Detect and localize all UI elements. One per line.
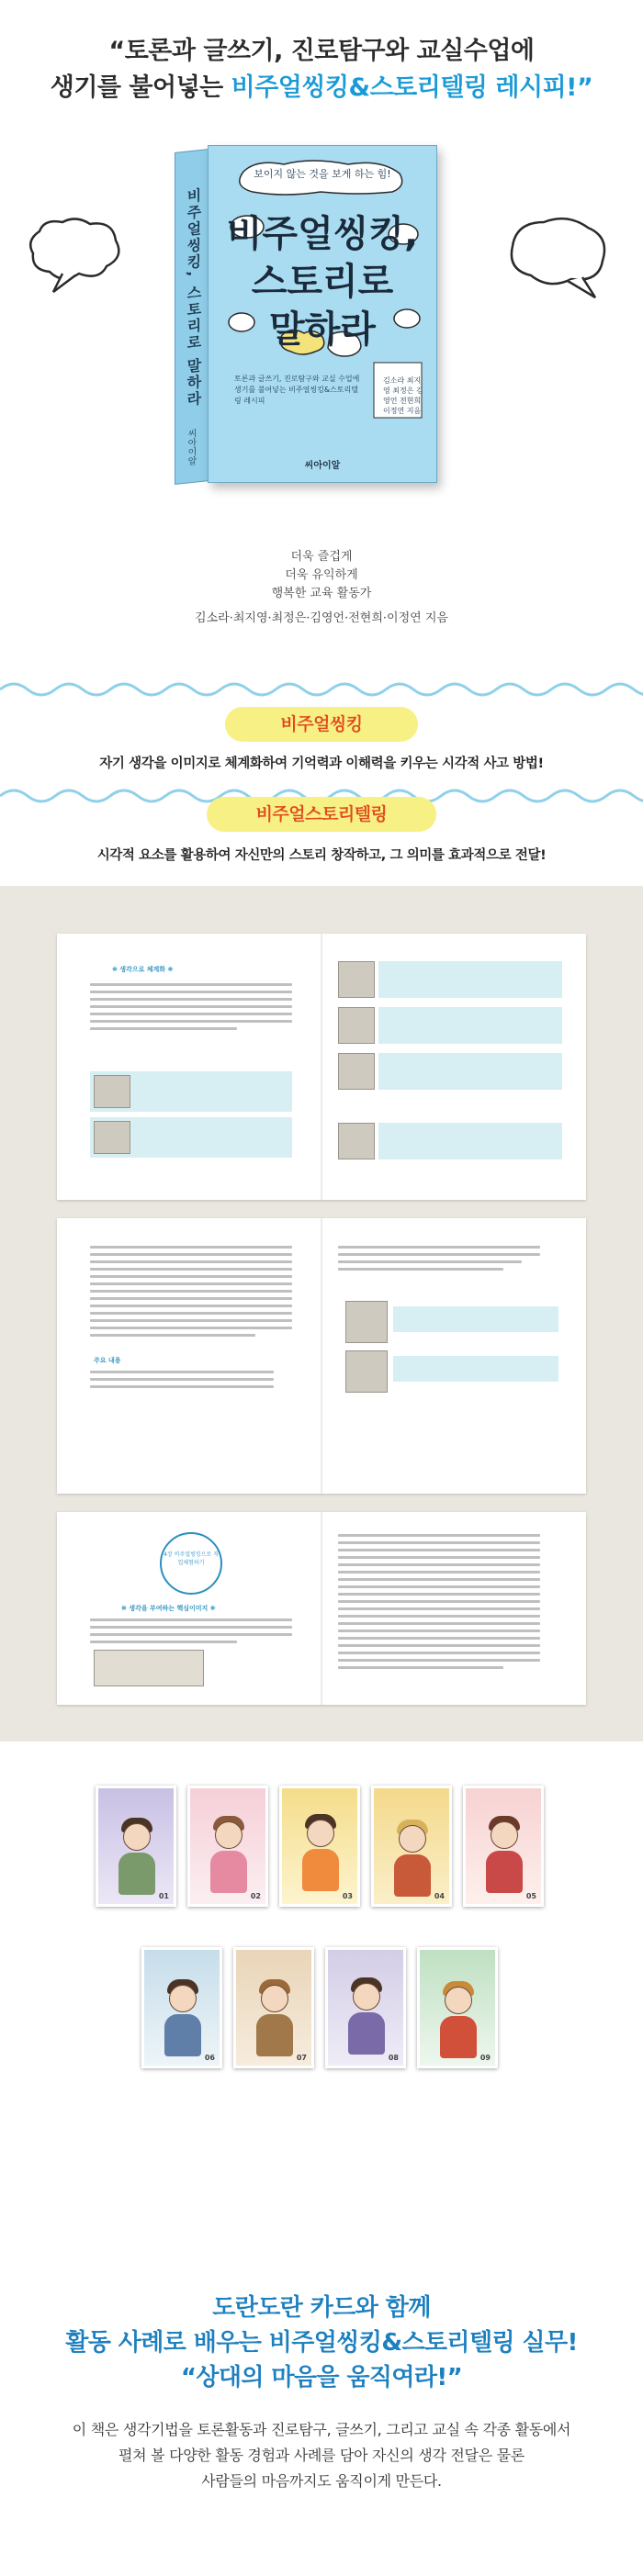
spread2-heading: 주요 내용 <box>94 1357 121 1364</box>
story-card-2 <box>187 1786 268 1907</box>
story-card-5 <box>463 1786 544 1907</box>
final-title-line-2: 활동 사례로 배우는 비주얼씽킹&스토리텔링 실무! <box>65 2329 578 2357</box>
feature-desc-visual-storytelling: 시각적 요소를 활용하여 자신만의 스토리 창작하고, 그 의미를 효과적으로 전달! <box>96 848 547 863</box>
card-number-7: 07 <box>296 2054 307 2062</box>
authors-line: 김소라·최지영·최정은·김영언·전현희·이정연 지음 <box>195 611 448 625</box>
card-number-8: 08 <box>388 2054 399 2062</box>
card-number-1: 01 <box>158 1892 169 1900</box>
speech-bubble-right-icon <box>503 209 614 301</box>
story-card-8 <box>325 1947 406 2068</box>
tagline-line-2: 더욱 유익하게 <box>285 568 358 582</box>
spread2-illustration-1 <box>345 1301 388 1343</box>
final-title <box>0 2290 643 2395</box>
sample-spread-3 <box>57 1512 586 1705</box>
cover-publisher: 씨아이알 <box>304 461 341 471</box>
headline-accent: 비주얼씽킹&스토리텔링 레시피!” <box>231 73 593 102</box>
tagline-line-1: 더욱 즐겁게 <box>290 550 353 564</box>
card-number-2: 02 <box>250 1892 261 1900</box>
main-headline <box>0 33 643 106</box>
tagline <box>0 548 643 603</box>
final-body-line-3: 사람들의 마음까지도 움직이게 만든다. <box>201 2472 442 2490</box>
final-body-line-2: 펼쳐 볼 다양한 활동 경험과 사례를 담아 자신의 생각 전달은 물론 <box>118 2447 525 2464</box>
spread1-illustration-3 <box>338 961 375 998</box>
book-spine <box>175 149 209 485</box>
book-image <box>175 145 478 485</box>
card-number-6: 06 <box>204 2054 215 2062</box>
card-number-4: 04 <box>434 1892 445 1900</box>
final-title-line-1: 도란도란 카드와 함께 <box>212 2294 431 2322</box>
feature-desc-visual-thinking: 자기 생각을 이미지로 체계화하여 기억력과 이해력을 키우는 시각적 사고 방법! <box>99 756 544 771</box>
spread3-chapter-badge: 4장 비주얼씽킹으로 직업체험하기 <box>160 1532 222 1595</box>
hero-section <box>0 0 643 886</box>
headline-line-2 <box>0 70 643 106</box>
card-number-9: 09 <box>479 2054 491 2062</box>
feature-label-visual-storytelling: 비주얼스토리텔링 <box>207 797 436 832</box>
spine-publisher: 씨아이알 <box>186 428 196 466</box>
spread1-illustration-4 <box>338 1007 375 1044</box>
card-number-3: 03 <box>342 1892 353 1900</box>
sample-spread-1 <box>57 934 586 1200</box>
story-card-6 <box>141 1947 222 2068</box>
final-body <box>0 2417 643 2494</box>
sample-pages-section <box>0 886 643 1742</box>
tagline-line-3: 행복한 교육 활동가 <box>271 587 372 600</box>
cover-kicker: 보이지 않는 것을 보게 하는 힘! <box>254 168 391 180</box>
headline-plain: 생기를 불어넣는 <box>50 73 231 102</box>
cover-title <box>209 210 436 353</box>
story-card-3 <box>279 1786 360 1907</box>
spread3-illustration <box>94 1650 204 1686</box>
wave-divider-1 <box>0 676 643 703</box>
spread1-illustration-6 <box>338 1123 375 1159</box>
final-title-line-3: “상대의 마음을 움직여라!” <box>180 2364 463 2391</box>
cover-authors: 김소라 최지영 최정은 김영언 전현희 이정연 지음 <box>383 376 423 415</box>
card-number-5: 05 <box>525 1892 536 1900</box>
story-card-7 <box>233 1947 314 2068</box>
spine-title: 비주얼씽킹, 스토리로 말하라 <box>185 186 202 409</box>
cover-title-line-3: 말하라 <box>269 308 376 351</box>
spread2-illustration-2 <box>345 1350 388 1393</box>
feature-label-visual-thinking: 비주얼씽킹 <box>225 707 418 742</box>
spread1-illustration-5 <box>338 1053 375 1090</box>
final-body-line-1: 이 책은 생각기법을 토론활동과 진로탐구, 글쓰기, 그리고 교실 속 각종 활동에서 <box>72 2421 571 2438</box>
spread1-heading: ❋ 생각으로 체계화 ❋ <box>112 966 174 973</box>
story-card-4 <box>371 1786 452 1907</box>
spread1-illustration-1 <box>94 1075 130 1108</box>
sample-spread-2 <box>57 1218 586 1494</box>
spread3-heading: ❋ 생각을 부여하는 핵심이미지 ❋ <box>121 1605 216 1612</box>
cover-description: 토론과 글쓰기, 진로탐구와 교실 수업에 생기를 불어넣는 비주얼씽킹&스토리텔링 레시피 <box>234 375 360 405</box>
book-cover <box>208 145 437 483</box>
spread1-illustration-2 <box>94 1121 130 1154</box>
headline-line-1: “토론과 글쓰기, 진로탐구와 교실수업에 <box>108 37 535 65</box>
story-card-9 <box>417 1947 498 2068</box>
story-card-1 <box>96 1786 176 1907</box>
cover-title-line-1: 비주얼씽킹, <box>226 213 419 255</box>
speech-bubble-left-icon <box>26 213 127 296</box>
cover-title-line-2: 스토리로 <box>251 261 394 303</box>
